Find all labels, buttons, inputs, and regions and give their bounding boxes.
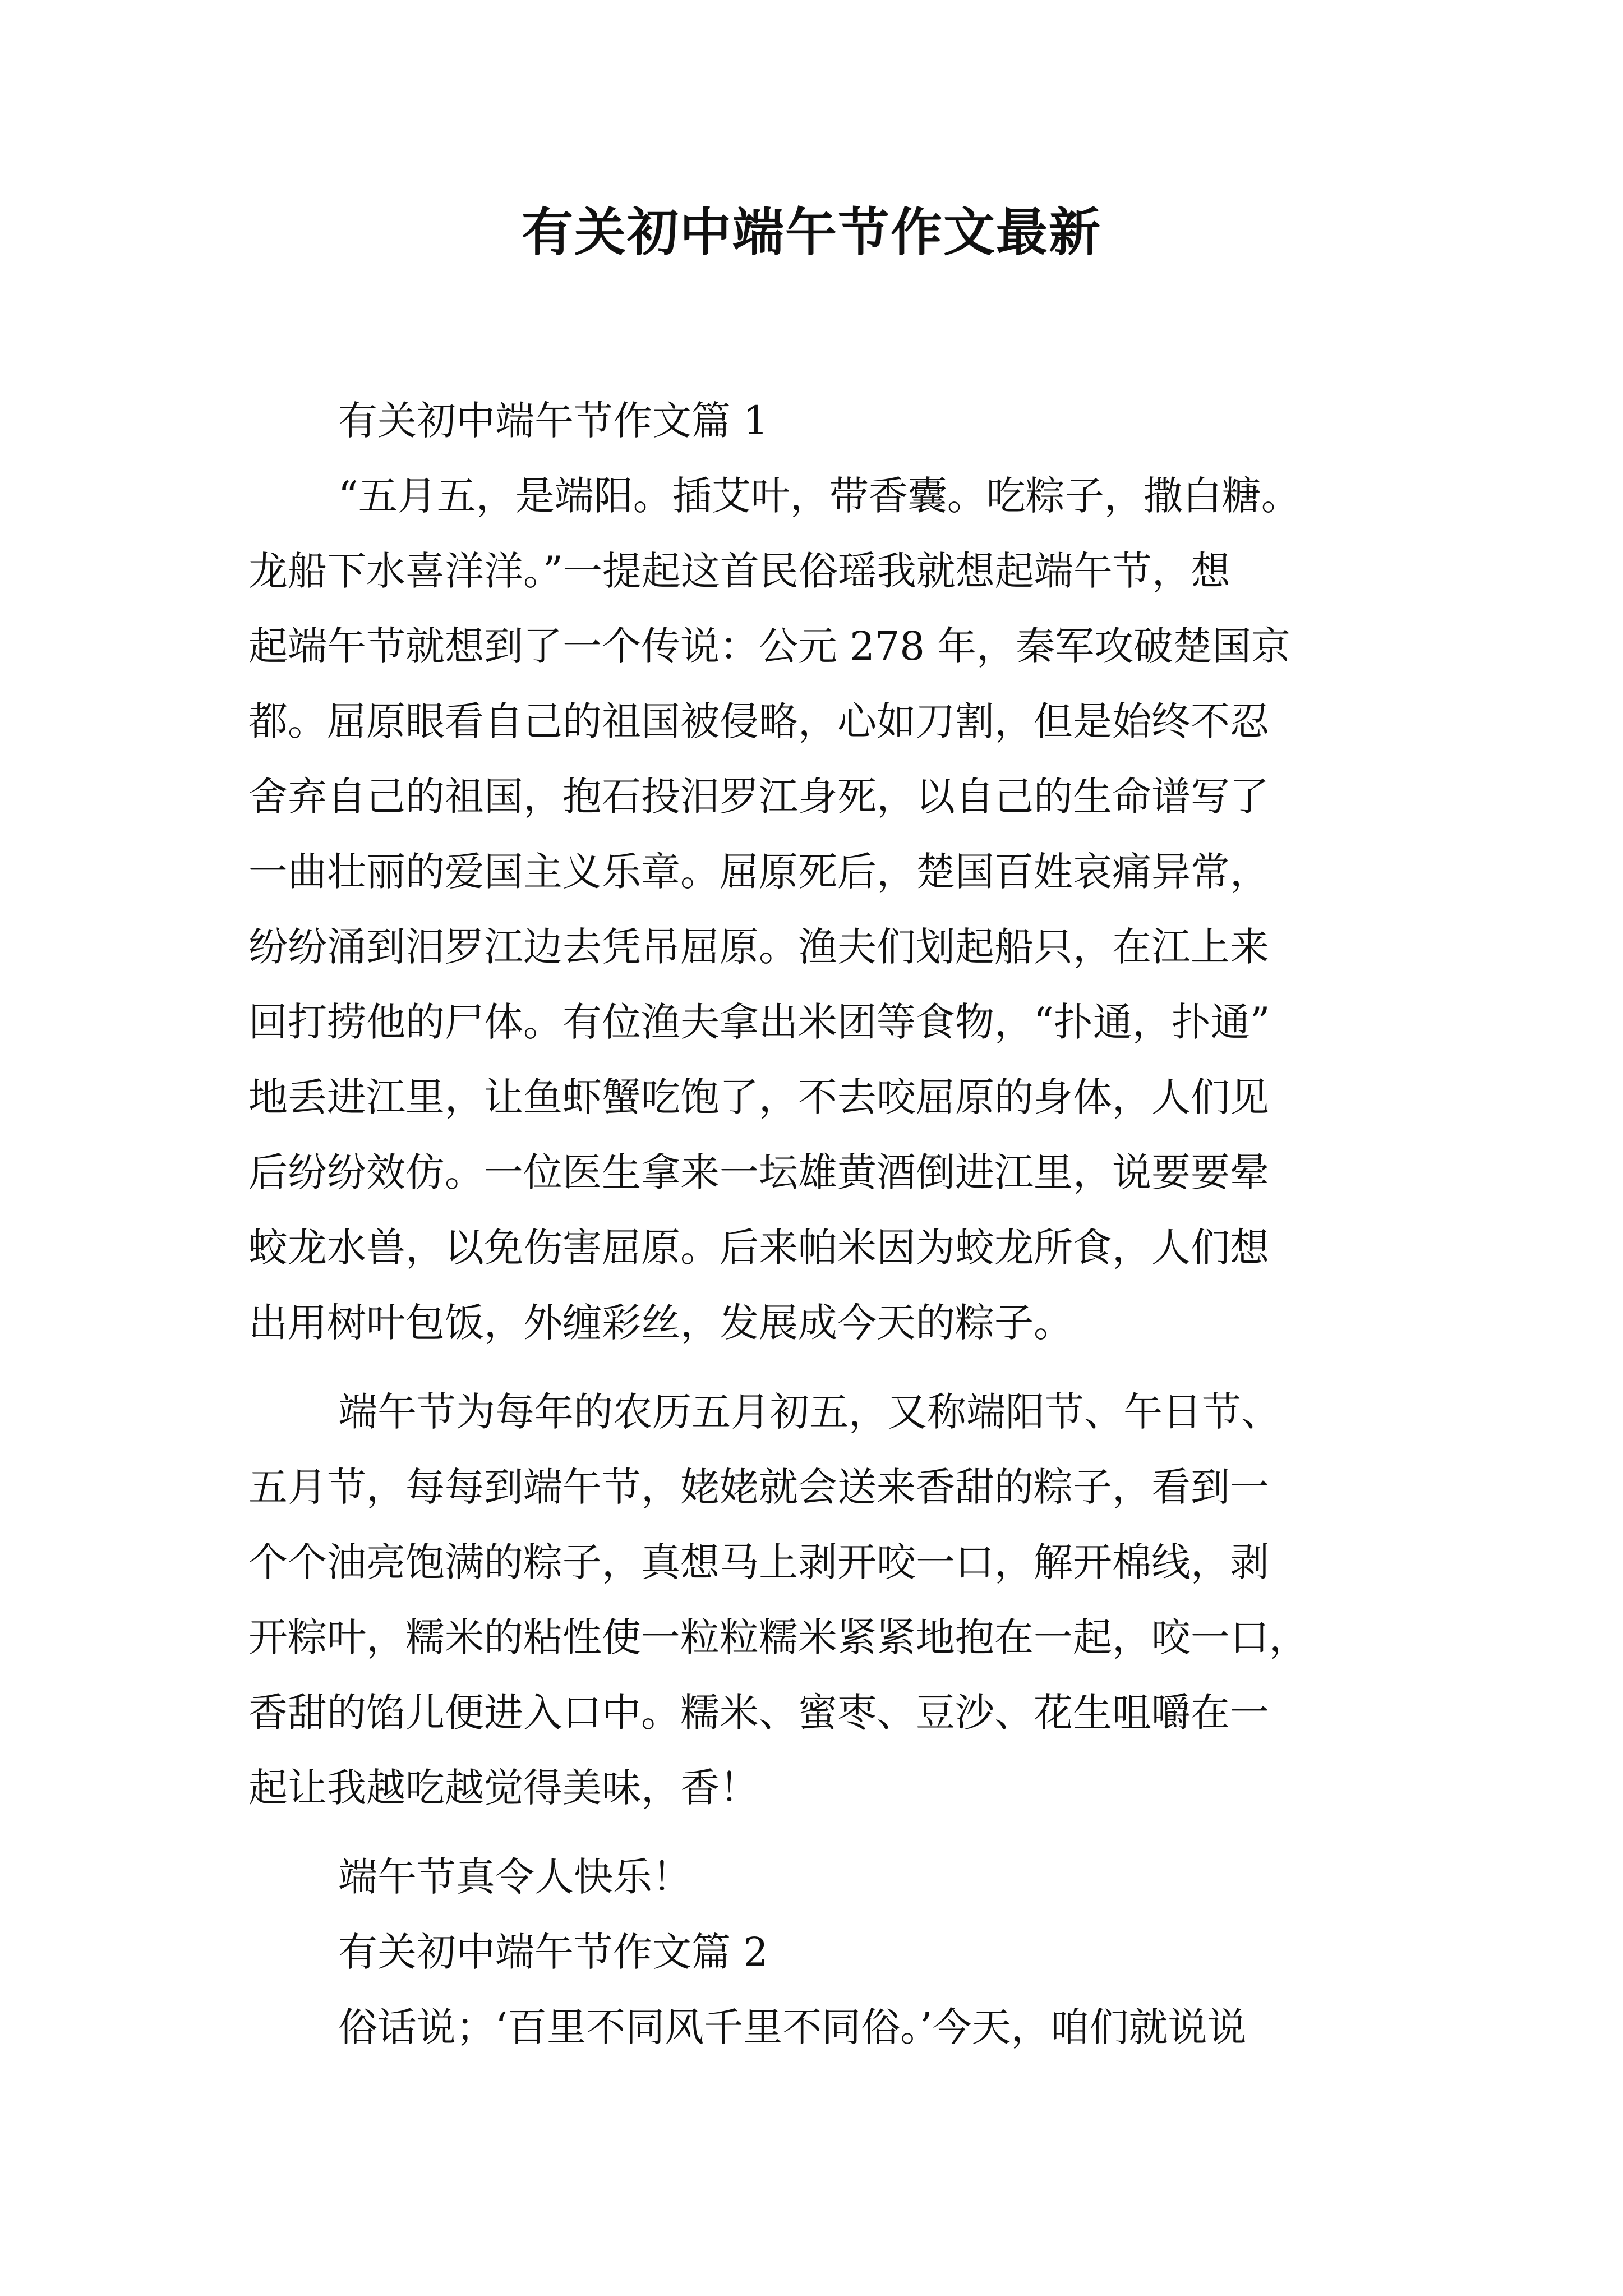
paragraph-line: 地丢进江里，让鱼虾蟹吃饱了，不去咬屈原的身体，人们见 bbox=[248, 1074, 1269, 1120]
paragraph-line: 开粽叶，糯米的粘性使一粒粒糯米紧紧地抱在一起，咬一口， bbox=[248, 1614, 1308, 1660]
paragraph-line: “五月五，是端阳。插艾叶，带香囊。吃粽子，撒白糖。 bbox=[338, 473, 1301, 519]
document-body bbox=[248, 383, 1387, 2065]
section-heading: 有关初中端午节作文篇 1 bbox=[338, 398, 768, 444]
paragraph-line: 五月节，每每到端午节，姥姥就会送来香甜的粽子，看到一 bbox=[248, 1464, 1269, 1510]
paragraph-gap bbox=[248, 1825, 1387, 1839]
paragraph-line: 个个油亮饱满的粽子，真想马上剥开咬一口，解开棉线，剥 bbox=[248, 1539, 1269, 1585]
paragraph-line: 后纷纷效仿。一位医生拿来一坛雄黄酒倒进江里，说要要晕 bbox=[248, 1149, 1269, 1195]
paragraph-line: 香甜的馅儿便进入口中。糯米、蜜枣、豆沙、花生咀嚼在一 bbox=[248, 1690, 1269, 1736]
document-title: 有关初中端午节作文最新 bbox=[521, 203, 1101, 263]
paragraph-line: 蛟龙水兽，以免伤害屈原。后来帕米因为蛟龙所食，人们想 bbox=[248, 1225, 1269, 1271]
paragraph-gap bbox=[248, 1360, 1387, 1374]
paragraph-line: 俗话说；‘百里不同风千里不同俗。’今天，咱们就说说 bbox=[338, 2004, 1247, 2050]
section-heading: 有关初中端午节作文篇 2 bbox=[338, 1929, 768, 1975]
paragraph-line: 起让我越吃越觉得美味，香！ bbox=[248, 1765, 759, 1811]
paragraph-line: 回打捞他的尸体。有位渔夫拿出米团等食物，“扑通，扑通” bbox=[248, 999, 1270, 1045]
paragraph-line: 端午节真令人快乐！ bbox=[338, 1854, 691, 1900]
paragraph-line: 出用树叶包饭，外缠彩丝，发展成今天的粽子。 bbox=[248, 1300, 1073, 1346]
paragraph-line: 龙船下水喜洋洋。”一提起这首民俗瑶我就想起端午节，想 bbox=[248, 548, 1230, 594]
paragraph-line: 起端午节就想到了一个传说：公元 278 年，秦军攻破楚国京 bbox=[248, 623, 1291, 669]
paragraph-line: 端午节为每年的农历五月初五，又称端阳节、午日节、 bbox=[338, 1389, 1280, 1435]
paragraph-line: 一曲壮丽的爱国主义乐章。屈原死后，楚国百姓哀痛异常， bbox=[248, 849, 1269, 895]
paragraph-line: 都。屈原眼看自己的祖国被侵略，心如刀割，但是始终不忍 bbox=[248, 698, 1269, 744]
paragraph-line: 纷纷涌到汨罗江边去凭吊屈原。渔夫们划起船只，在江上来 bbox=[248, 924, 1269, 970]
paragraph-line: 舍弃自己的祖国，抱石投汨罗江身死，以自己的生命谱写了 bbox=[248, 774, 1269, 820]
